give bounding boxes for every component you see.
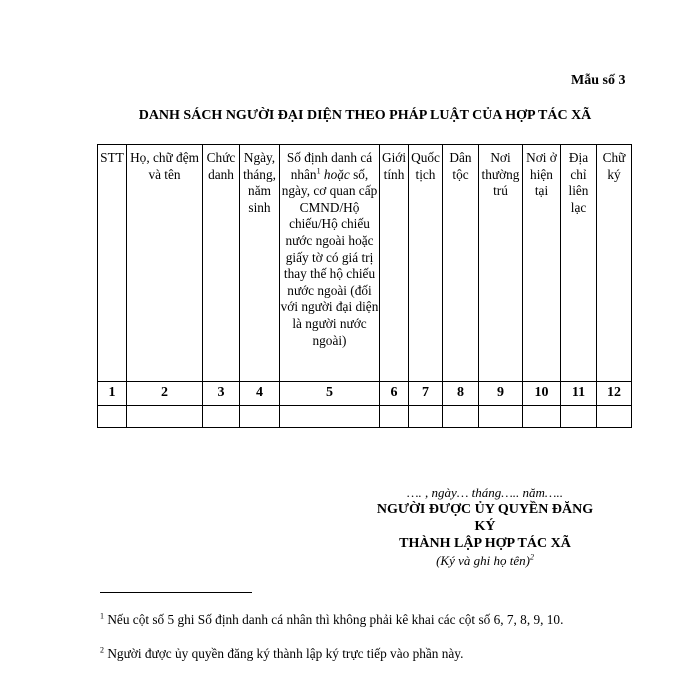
- column-number: 9: [479, 382, 523, 406]
- table-header-row: [98, 145, 632, 382]
- column-number: 12: [597, 382, 632, 406]
- table-cell[interactable]: [479, 406, 523, 428]
- col-header-nationality: Quốc tịch: [409, 145, 443, 382]
- col-header-permanent-residence: Nơi thường trú: [479, 145, 523, 382]
- signature-note: (Ký và ghi họ tên)$^2$: [436, 552, 534, 568]
- col-header-full-name: Họ, chữ đệm và tên: [127, 145, 203, 382]
- signer-title-line2: KÝ: [474, 519, 496, 534]
- signer-title-line3: THÀNH LẬP HỢP TÁC XÃ: [399, 536, 571, 551]
- table-row: [98, 406, 632, 428]
- column-number: 2: [127, 382, 203, 406]
- col-header-stt: STT: [98, 145, 127, 382]
- table-cell[interactable]: [523, 406, 561, 428]
- column-number-row: [98, 382, 632, 406]
- document-title: DANH SÁCH NGƯỜI ĐẠI DIỆN THEO PHÁP LUẬT CỦA HỢP TÁC XÃ: [138, 108, 592, 123]
- column-number: 10: [523, 382, 561, 406]
- signer-title-line1: NGƯỜI ĐƯỢC ỦY QUYỀN ĐĂNG: [376, 502, 594, 517]
- form-number: Mẫu số 3: [571, 73, 626, 88]
- table-cell[interactable]: [203, 406, 240, 428]
- col-header-gender: Giới tính: [380, 145, 409, 382]
- signature-block: [355, 484, 615, 570]
- table-cell[interactable]: [98, 406, 127, 428]
- table-cell[interactable]: [597, 406, 632, 428]
- column-number: 5: [280, 382, 380, 406]
- table-cell[interactable]: [409, 406, 443, 428]
- date-line: …. , ngày… tháng….. năm…..: [406, 485, 563, 500]
- representatives-table: [97, 144, 632, 428]
- table-cell[interactable]: [561, 406, 597, 428]
- col-header-signature: Chữ ký: [597, 145, 632, 382]
- column-number: 7: [409, 382, 443, 406]
- column-number: 6: [380, 382, 409, 406]
- column-number: 11: [561, 382, 597, 406]
- column-number: 3: [203, 382, 240, 406]
- table-cell[interactable]: [280, 406, 380, 428]
- col-header-current-residence: Nơi ở hiện tại: [523, 145, 561, 382]
- col-header-birth-date: Ngày, tháng, năm sinh: [240, 145, 280, 382]
- footnote-2: $^2$ Người được ủy quyền đăng ký thành lập ký trực tiếp vào phần này.: [100, 645, 464, 661]
- table-cell[interactable]: [380, 406, 409, 428]
- table-cell[interactable]: [240, 406, 280, 428]
- col-header-position: Chức danh: [203, 145, 240, 382]
- column-number: 8: [443, 382, 479, 406]
- column-number: 4: [240, 382, 280, 406]
- col-header-id-number: Số định danh cá nhân$^1$ hoặc số, ngày, cơ quan cấp CMND/Hộ chiếu/Hộ chiếu nước ngoài hoặc giấy tờ có giá trị thay thế hộ chiếu nước ngoài (đối với người đại diện là người nước ngoài): [280, 145, 380, 382]
- footnote-1: $^1$ Nếu cột số 5 ghi Số định danh cá nhân thì không phải kê khai các cột số 6, 7, 8, 9, 10.: [100, 611, 564, 627]
- table-cell[interactable]: [443, 406, 479, 428]
- table-cell[interactable]: [127, 406, 203, 428]
- footnote-divider: [100, 592, 252, 593]
- col-header-ethnicity: Dân tộc: [443, 145, 479, 382]
- column-number: 1: [98, 382, 127, 406]
- col-header-contact-address: Địa chỉ liên lạc: [561, 145, 597, 382]
